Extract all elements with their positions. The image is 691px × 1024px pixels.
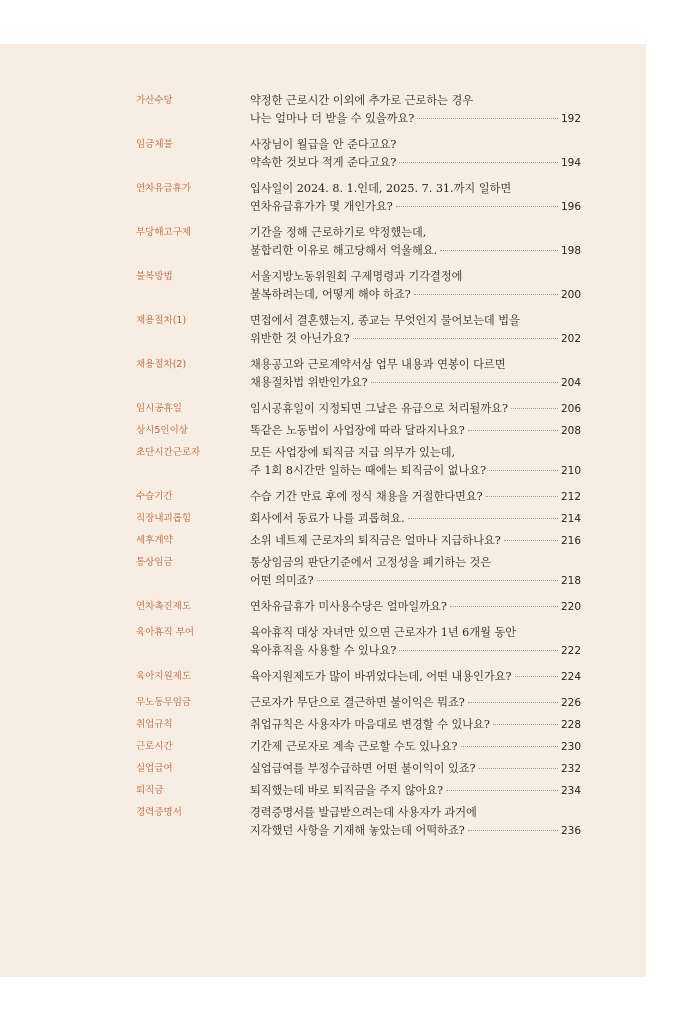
toc-entry[interactable] — [136, 598, 581, 616]
toc-question-line: 기간을 정해 근로하기로 약정했는데, — [250, 226, 427, 239]
toc-question-line: 약속한 것보다 적게 준다고요? — [250, 156, 397, 169]
toc-question — [250, 312, 581, 348]
toc-question-line: 불복하려는데, 어떻게 해야 하죠? — [250, 288, 411, 301]
toc-question — [250, 444, 581, 480]
toc-category: 수습기간 — [136, 491, 173, 502]
toc-question-line: 수습 기간 만료 후에 정식 채용을 거절한다면요? — [250, 490, 483, 503]
toc-question — [250, 400, 581, 418]
book-page — [0, 44, 646, 977]
toc-category: 가산수당 — [136, 95, 173, 106]
dot-leader — [414, 294, 558, 295]
page-number: 234 — [560, 785, 581, 797]
toc-entry[interactable] — [136, 422, 581, 440]
toc-question-line: 소위 네트제 근로자의 퇴직금은 얼마나 지급하나요? — [250, 534, 501, 547]
toc-entry[interactable] — [136, 554, 581, 590]
toc-question — [250, 598, 581, 616]
toc-question-line: 면접에서 결혼했는지, 종교는 무엇인지 물어보는데 법을 — [250, 314, 520, 327]
toc-question — [250, 136, 581, 172]
dot-leader — [353, 338, 558, 339]
toc-question-line: 퇴직했는데 바로 퇴직금을 주지 않아요? — [250, 784, 444, 797]
toc-entry[interactable] — [136, 694, 581, 712]
dot-leader — [450, 606, 558, 607]
page-number: 214 — [560, 513, 581, 525]
toc-entry[interactable] — [136, 668, 581, 686]
toc-question-line: 기간제 근로자로 계속 근로할 수도 있나요? — [250, 740, 458, 753]
toc-entry[interactable] — [136, 356, 581, 392]
toc-category: 실업급여 — [136, 763, 173, 774]
dot-leader — [479, 768, 558, 769]
toc-entry[interactable] — [136, 224, 581, 260]
dot-leader — [468, 430, 558, 431]
toc-entry[interactable] — [136, 488, 581, 506]
toc-entry[interactable] — [136, 760, 581, 778]
toc-question — [250, 180, 581, 216]
toc-question-line: 실업급여를 부정수급하면 어떤 불이익이 있죠? — [250, 762, 476, 775]
toc-question — [250, 716, 581, 734]
toc-entry[interactable] — [136, 782, 581, 800]
page-number: 200 — [560, 289, 581, 301]
toc-question — [250, 268, 581, 304]
toc-category: 육아지원제도 — [136, 671, 192, 682]
page-number: 198 — [560, 245, 581, 257]
dot-leader — [417, 118, 558, 119]
toc-category: 채용절차(2) — [136, 359, 187, 370]
toc-entry[interactable] — [136, 400, 581, 418]
page-number: 216 — [560, 535, 581, 547]
toc-question-line: 채용절차법 위반인가요? — [250, 376, 368, 389]
toc-entry[interactable] — [136, 510, 581, 528]
toc-category: 무노동무임금 — [136, 697, 192, 708]
page-number: 194 — [560, 157, 581, 169]
page-number: 204 — [560, 377, 581, 389]
toc-question-line: 회사에서 동료가 나를 괴롭혀요. — [250, 512, 405, 525]
dot-leader — [468, 702, 558, 703]
dot-leader — [317, 580, 558, 581]
page-number: 218 — [560, 575, 581, 587]
dot-leader — [408, 518, 558, 519]
toc-category: 퇴직금 — [136, 785, 164, 796]
dot-leader — [489, 470, 558, 471]
dot-leader — [486, 496, 558, 497]
toc-entry[interactable] — [136, 444, 581, 480]
page-number: 192 — [560, 113, 581, 125]
toc-question — [250, 356, 581, 392]
toc-category: 부당해고구제 — [136, 227, 192, 238]
toc-question — [250, 532, 581, 550]
toc-question-line: 불합리한 이유로 해고당해서 억울해요. — [250, 244, 438, 257]
page-number: 228 — [560, 719, 581, 731]
toc-question — [250, 488, 581, 506]
page-number: 230 — [560, 741, 581, 753]
toc-entry[interactable] — [136, 738, 581, 756]
toc-category: 초단시간근로자 — [136, 447, 201, 458]
toc-category: 경력증명서 — [136, 807, 182, 818]
page-number: 210 — [560, 465, 581, 477]
toc-question — [250, 510, 581, 528]
toc-question-line: 육아휴직 대상 자녀만 있으면 근로자가 1년 6개월 동안 — [250, 626, 517, 639]
toc-category: 직장내괴롭힘 — [136, 513, 192, 524]
toc-question-line: 육아휴직을 사용할 수 있나요? — [250, 644, 397, 657]
toc-entry[interactable] — [136, 624, 581, 660]
toc-question-line: 어떤 의미죠? — [250, 574, 314, 587]
toc-question-line: 서울지방노동위원회 구제명령과 기각결정에 — [250, 270, 463, 283]
toc-entry[interactable] — [136, 268, 581, 304]
toc-entry[interactable] — [136, 716, 581, 734]
page-number: 220 — [560, 601, 581, 613]
toc-question-line: 육아지원제도가 많이 바뀌었다는데, 어떤 내용인가요? — [250, 670, 512, 683]
page-number: 212 — [560, 491, 581, 503]
toc-category: 상시5인이상 — [136, 425, 188, 436]
toc-entry[interactable] — [136, 804, 581, 840]
toc-question-line: 입사일이 2024. 8. 1.인데, 2025. 7. 31.까지 일하면 — [250, 182, 512, 195]
toc-entry[interactable] — [136, 532, 581, 550]
toc-category: 채용절차(1) — [136, 315, 187, 326]
toc-question-line: 연차유급휴가 미사용수당은 얼마일까요? — [250, 600, 447, 613]
toc-question — [250, 738, 581, 756]
toc-question — [250, 760, 581, 778]
dot-leader — [446, 790, 558, 791]
toc-category: 임시공휴일 — [136, 403, 182, 414]
toc-category: 불복방법 — [136, 271, 173, 282]
toc-question — [250, 92, 581, 128]
toc-question-line: 지각했던 사항을 기재해 놓았는데 어떡하죠? — [250, 824, 465, 837]
page-number: 232 — [560, 763, 581, 775]
toc-question — [250, 554, 581, 590]
toc-question — [250, 422, 581, 440]
dot-leader — [468, 830, 558, 831]
toc-category: 근로시간 — [136, 741, 173, 752]
toc-entry[interactable] — [136, 180, 581, 216]
dot-leader — [396, 206, 558, 207]
page-number: 208 — [560, 425, 581, 437]
page-number: 236 — [560, 825, 581, 837]
toc-question-line: 사장님이 월급을 안 준다고요? — [250, 138, 397, 151]
toc-question-line: 약정한 근로시간 이외에 추가로 근로하는 경우 — [250, 94, 474, 107]
toc-question-line: 채용공고와 근로계약서상 업무 내용과 연봉이 다르면 — [250, 358, 506, 371]
toc-category: 취업규칙 — [136, 719, 173, 730]
toc-question — [250, 624, 581, 660]
page-number: 206 — [560, 403, 581, 415]
toc-question — [250, 694, 581, 712]
dot-leader — [371, 382, 558, 383]
toc-question-line: 똑같은 노동법이 사업장에 따라 달라지나요? — [250, 424, 465, 437]
toc-question — [250, 224, 581, 260]
page-number: 222 — [560, 645, 581, 657]
toc-category: 육아휴직 부여 — [136, 627, 195, 638]
page-number: 224 — [560, 671, 581, 683]
toc-entry[interactable] — [136, 136, 581, 172]
toc-entry[interactable] — [136, 312, 581, 348]
page-number: 202 — [560, 333, 581, 345]
toc-question — [250, 668, 581, 686]
page-number: 226 — [560, 697, 581, 709]
dot-leader — [511, 408, 558, 409]
toc-category: 연차촉진제도 — [136, 601, 192, 612]
toc-entry[interactable] — [136, 92, 581, 128]
toc-question-line: 근로자가 무단으로 결근하면 불이익은 뭐죠? — [250, 696, 465, 709]
toc-question — [250, 804, 581, 840]
dot-leader — [515, 676, 558, 677]
toc-question-line: 임시공휴일이 지정되면 그날은 유급으로 처리될까요? — [250, 402, 508, 415]
toc-question-line: 경력증명서를 발급받으려는데 사용자가 과거에 — [250, 806, 477, 819]
dot-leader — [399, 162, 558, 163]
dot-leader — [399, 650, 558, 651]
toc-question-line: 취업규칙은 사용자가 마음대로 변경할 수 있나요? — [250, 718, 490, 731]
toc-question-line: 모든 사업장에 퇴직금 지급 의무가 있는데, — [250, 446, 456, 459]
page-number: 196 — [560, 201, 581, 213]
dot-leader — [461, 746, 558, 747]
toc-category: 통상임금 — [136, 557, 173, 568]
toc-question-line: 나는 얼마나 더 받을 수 있을까요? — [250, 112, 415, 125]
table-of-contents — [136, 92, 581, 840]
toc-question-line: 통상임금의 판단기준에서 고정성을 폐기하는 것은 — [250, 556, 492, 569]
toc-category: 연차유급휴가 — [136, 183, 192, 194]
dot-leader — [493, 724, 558, 725]
toc-question-line: 위반한 것 아닌가요? — [250, 332, 350, 345]
dot-leader — [504, 540, 558, 541]
toc-question-line: 주 1회 8시간만 일하는 때에는 퇴직금이 없나요? — [250, 464, 487, 477]
toc-category: 임금체불 — [136, 139, 173, 150]
dot-leader — [440, 250, 558, 251]
toc-question — [250, 782, 581, 800]
toc-question-line: 연차유급휴가가 몇 개인가요? — [250, 200, 393, 213]
toc-category: 세후계약 — [136, 535, 173, 546]
